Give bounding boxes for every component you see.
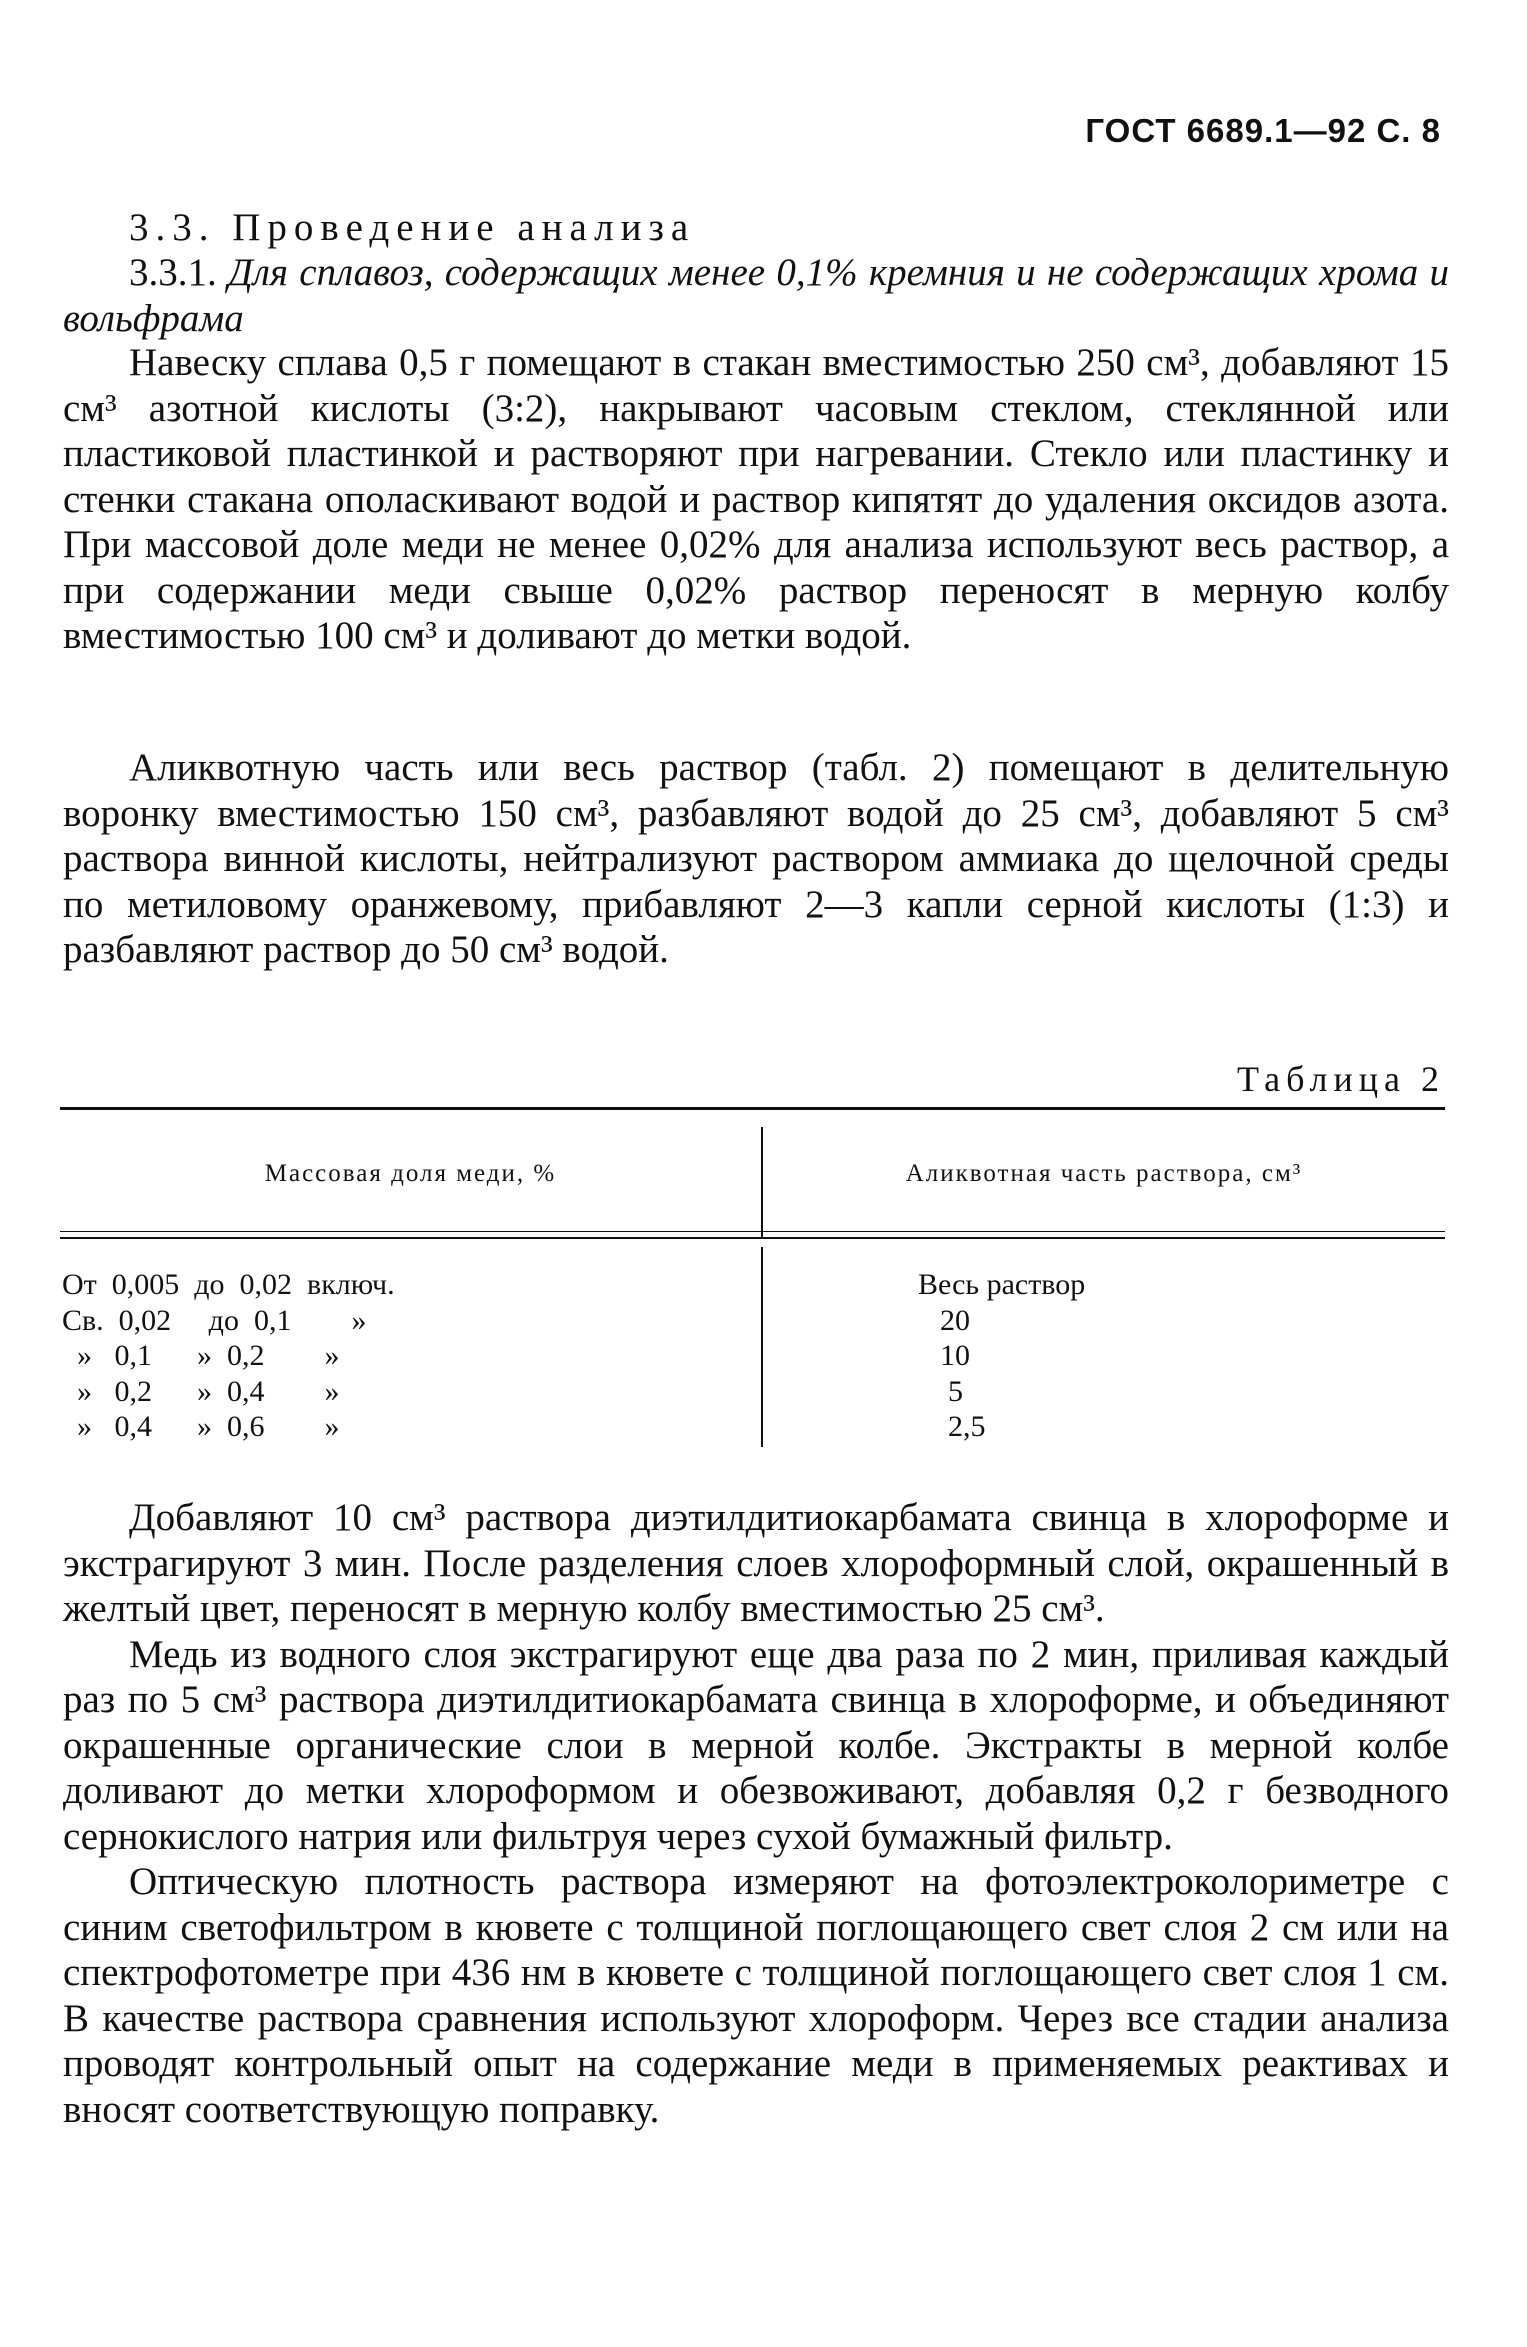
paragraph-block-1 [63,340,1449,659]
section-title: 3.3. Проведение анализа [129,206,696,249]
table-cell: » 0,4 » 0,6 » [62,1410,340,1443]
header-rule-1 [60,1231,1445,1232]
table-cell: » 0,1 » 0,2 » [62,1339,340,1372]
paragraph: Добавляют 10 см³ раствора диэтилдитиокарбамата свинца в хлороформе и экстрагируют 3 мин. После разделения слоев хлороформный слой, окрашенный в желтый цвет, переносят в мерную колбу вместимостью 25 см³. [63,1496,1449,1630]
table-cell: » 0,2 » 0,4 » [62,1374,340,1408]
column-header-copper-fraction: Массовая доля меди, % [264,1160,557,1187]
table-caption: Таблица 2 [1237,1059,1445,1099]
table-top-rule [60,1107,1445,1110]
paragraph-block-3 [63,1495,1449,2132]
table-cell: Св. 0,02 до 0,1 » [62,1303,367,1337]
data-table [60,1107,1445,1452]
section-title-block [63,205,1449,251]
table-cell: Весь раствор [918,1268,1086,1301]
paragraph-block-2 [63,745,1449,973]
table-cell: 10 [940,1339,970,1372]
paragraph: Аликвотную часть или весь раствор (табл. 2) помещают в делительную воронку вместимостью 150 см³, разбавляют водой до 25 см³, добавляют 5 см³ раствора винной кислоты, нейтрализуют раствором аммиака до щелочной среды по метиловому оранжевому, прибавляют 2—3 капли серной кислоты (1:3) и разбавляют раствор до 50 см³ водой. [63,746,1449,971]
page-header: ГОСТ 6689.1—92 С. 8 [1085,112,1441,149]
table-column-right [918,1267,1085,1445]
table-cell: 2,5 [948,1410,986,1443]
table-cell: 5 [948,1374,963,1408]
header-rule-2 [60,1237,1445,1239]
body-column-divider [761,1247,763,1447]
subsection-number: 3.3.1. [129,251,217,294]
table-cell: От 0,005 до 0,02 включ. [62,1268,395,1301]
table-cell: 20 [940,1303,970,1337]
paragraph: Навеску сплава 0,5 г помещают в стакан вместимостью 250 см³, добавляют 15 см³ азотной кислоты (3:2), накрывают часовым стеклом, стеклянной или пластиковой пластинкой и растворяют при нагревании. Стекло или пластинку и стенки стакана ополаскивают водой и раствор кипятят до удаления оксидов азота. При массовой доле меди не менее 0,02% для анализа используют весь раствор, а при содержании меди свыше 0,02% раствор переносят в мерную колбу вместимостью 100 см³ и доливают до метки водой. [63,341,1449,657]
paragraph: Оптическую плотность раствора измеряют на фотоэлектроколориметре с синим светофильтром в кювете с толщиной поглощающего свет слоя 2 см или на спектрофотометре при 436 нм в кювете с толщиной поглощающего свет слоя 1 см. В качестве раствора сравнения используют хлороформ. Через все стадии анализа проводят контрольный опыт на содержание меди в применяемых реактивах и вносят соответствующую поправку. [63,1860,1449,2131]
table-column-left [62,1267,395,1445]
paragraph: Медь из водного слоя экстрагируют еще два раза по 2 мин, приливая каждый раз по 5 см³ раствора диэтилдитиокарбамата свинца в хлороформе, и объединяют окрашенные органические слои в мерной колбе. Экстракты в мерной колбе доливают до метки хлороформом и обезвоживают, добавляя 0,2 г безводного сернокислого натрия или фильтруя через сухой бумажный фильтр. [63,1632,1449,1858]
column-header-aliquot: Аликвотная часть раствора, см³ [905,1160,1303,1187]
subsection-title: Для сплавоз, содержащих менее 0,1% кремния и не содержащих хрома и вольфрама [63,251,1450,340]
subsection-heading [63,250,1449,341]
